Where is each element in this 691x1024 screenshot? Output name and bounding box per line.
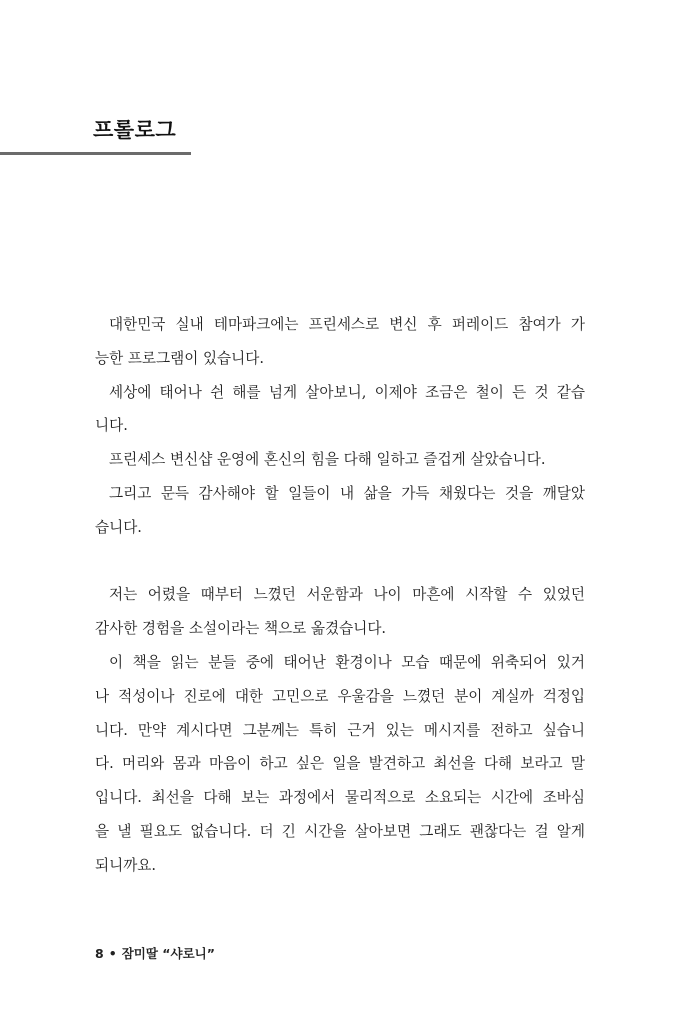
body-line: 다. 머리와 몸과 마음이 하고 싶은 일을 발견하고 최선을 다해 보라고 말	[95, 755, 585, 773]
body-line: 세상에 태어나 쉰 해를 넘게 살아보니, 이제야 조금은 철이 든 것 같습	[109, 383, 585, 401]
footer-separator: •	[108, 946, 117, 961]
body-line: 을 낼 필요도 없습니다. 더 긴 시간을 살아보면 그래도 괜찮다는 걸 알게	[95, 822, 585, 840]
body-line: 되니까요.	[95, 856, 157, 874]
body-line: 습니다.	[95, 518, 142, 536]
body-line: 이 책을 읽는 분들 중에 태어난 환경이나 모습 때문에 위축되어 있거	[109, 653, 585, 671]
body-text	[95, 308, 585, 883]
body-line: 나 적성이나 진로에 대한 고민으로 우울감을 느꼈던 분이 계실까 걱정입	[95, 687, 585, 705]
body-line: 그리고 문득 감사해야 할 일들이 내 삶을 가득 채웠다는 것을 깨달았	[109, 484, 585, 502]
body-line: 대한민국 실내 테마파크에는 프린세스로 변신 후 퍼레이드 참여가 가	[109, 316, 585, 333]
body-line: 저는 어렸을 때부터 느꼈던 서운함과 나이 마흔에 시작할 수 있었던	[109, 586, 585, 604]
body-line: 니다.	[95, 417, 128, 435]
body-line: 능한 프로그램이 있습니다.	[95, 349, 264, 367]
page-footer	[95, 944, 215, 962]
body-line: 입니다. 최선을 다해 보는 과정에서 물리적으로 소요되는 시간에 조바심	[95, 789, 585, 807]
body-line: 니다. 만약 계시다면 그분께는 특히 근거 있는 메시지를 전하고 싶습니	[95, 721, 585, 739]
body-line: 프린세스 변신샵 운영에 혼신의 힘을 다해 일하고 즐겁게 살았습니다.	[109, 451, 546, 469]
title-underline	[0, 152, 191, 155]
body-line: 감사한 경험을 소설이라는 책으로 옮겼습니다.	[95, 620, 387, 638]
paragraph-gap	[95, 545, 585, 579]
page-number: 8	[95, 946, 104, 961]
chapter-title: 프롤로그	[93, 118, 177, 142]
book-title: 잠미딸 “샤로니”	[121, 946, 215, 961]
